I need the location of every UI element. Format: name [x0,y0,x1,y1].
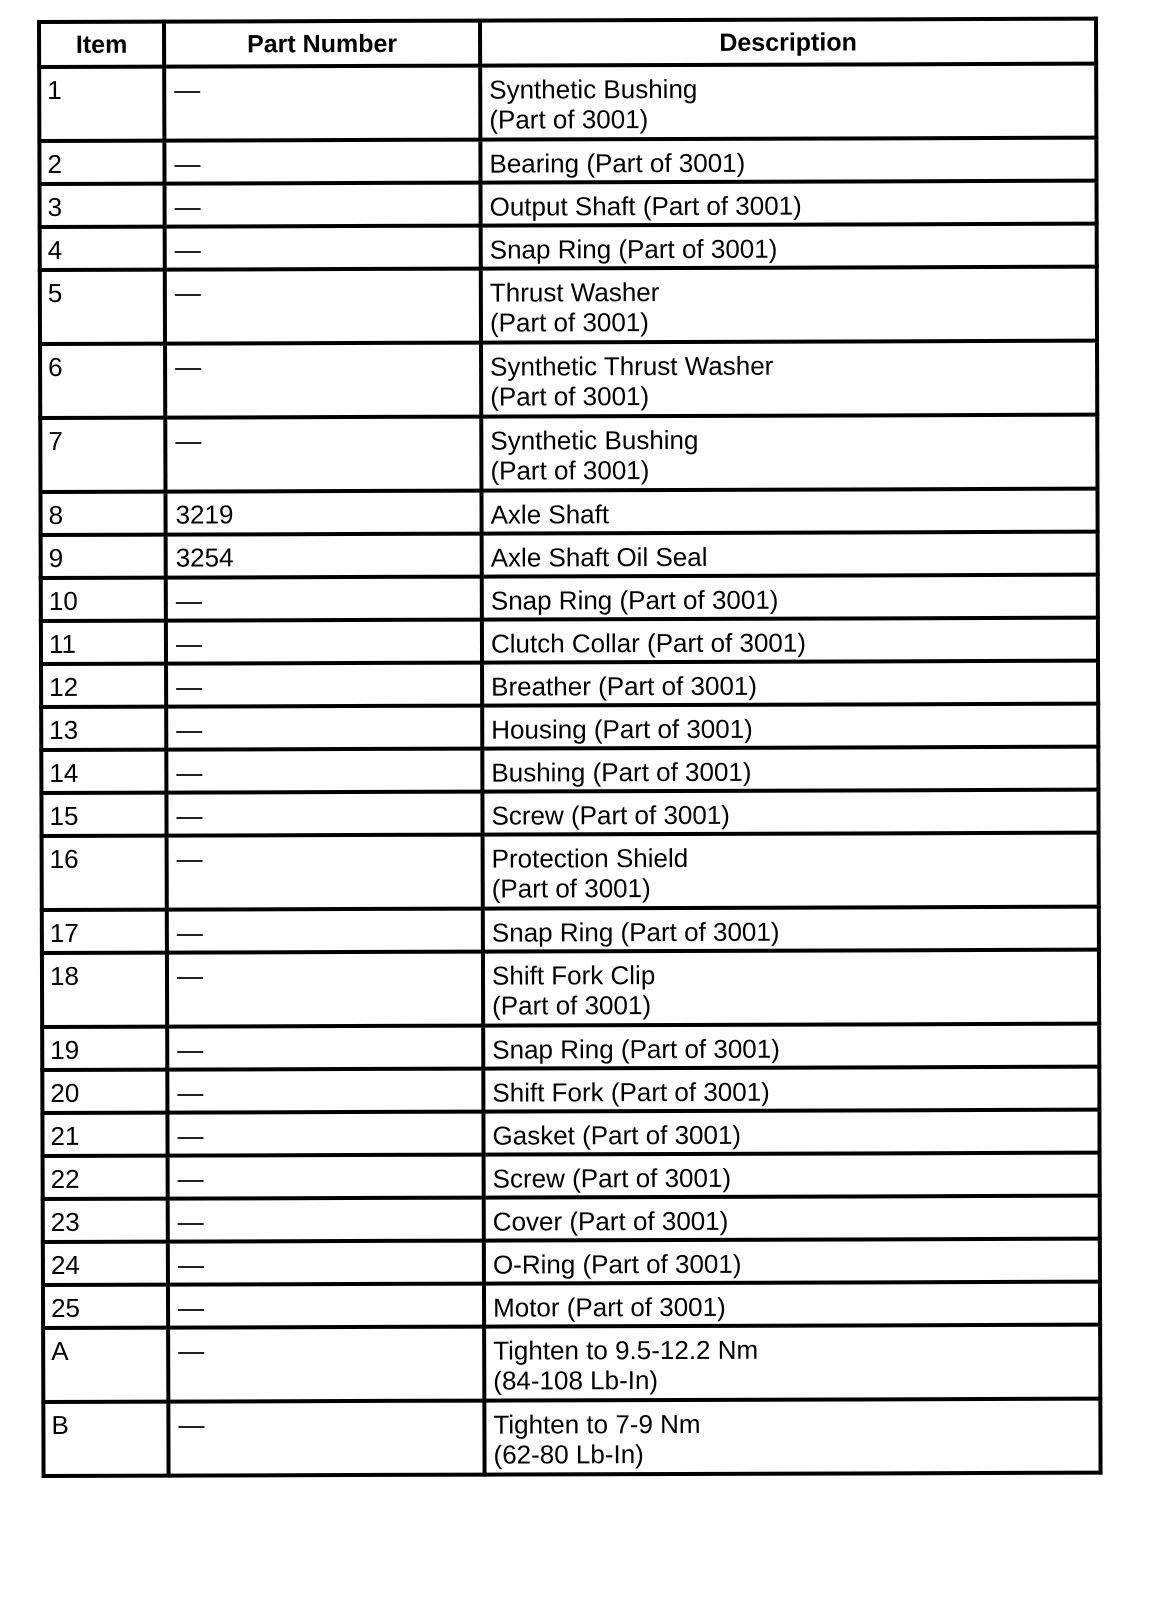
part-number-cell: — [165,226,481,270]
part-number-cell: — [167,909,483,953]
description-cell [483,833,1099,909]
table-row [42,833,1099,910]
description-cell [481,224,1097,269]
description-cell [482,575,1098,620]
item-cell: 12 [41,664,166,707]
table-row [39,138,1096,184]
description-line: Motor (Part of 3001) [493,1291,726,1323]
description-line: O-Ring (Part of 3001) [492,1248,742,1280]
description-line: Synthetic Bushing [489,73,698,105]
description-line: (84-108 Lb-In) [493,1365,659,1396]
item-cell: 13 [41,707,166,750]
description-cell [483,1024,1099,1069]
description-line: Thrust Washer [489,277,660,308]
description-line: Output Shaft (Part of 3001) [489,190,802,222]
table-row [40,489,1097,535]
part-number-cell: — [165,269,481,344]
part-number-cell: 3219 [165,491,481,535]
description-cell [482,532,1098,577]
part-number-cell: — [165,417,481,492]
description-cell [482,618,1098,663]
item-cell: 2 [39,141,164,184]
description-cell [484,1282,1100,1327]
description-cell [484,1196,1100,1241]
description-line: Shift Fork (Part of 3001) [492,1076,770,1108]
part-number-cell: — [164,140,480,184]
table-row [43,1153,1100,1199]
item-cell: 17 [42,910,167,953]
item-cell: 7 [40,418,165,492]
table-row [41,661,1098,707]
item-cell: 1 [39,67,164,141]
part-number-cell: — [164,66,480,141]
description-line: Screw (Part of 3001) [492,1162,732,1194]
item-cell: 6 [40,344,165,418]
table-row [40,224,1097,270]
description-cell [483,907,1099,952]
item-cell: 11 [41,621,166,664]
item-cell: 3 [40,184,165,227]
table-row [40,267,1097,344]
description-line: Snap Ring (Part of 3001) [491,916,780,948]
item-column-header: Item [39,22,164,67]
description-cell [483,1110,1099,1155]
description-line: (Part of 3001) [490,455,650,486]
table-body [39,64,1100,1476]
table-row [42,950,1099,1027]
item-cell: 24 [43,1242,168,1285]
table-row [41,747,1098,793]
table-row [39,64,1096,141]
table-row [43,1325,1100,1402]
item-cell: 18 [42,953,167,1027]
description-line: Gasket (Part of 3001) [492,1119,742,1151]
part-number-cell: — [168,1155,484,1199]
item-cell: 22 [43,1156,168,1199]
item-cell: 21 [42,1113,167,1156]
table-row [40,341,1097,418]
table-row [41,790,1098,836]
description-line: Breather (Part of 3001) [491,670,758,702]
part-number-cell: — [167,952,483,1027]
item-cell: 5 [40,270,165,344]
part-number-cell: — [168,1198,484,1242]
table-row [40,415,1097,492]
part-number-cell: — [165,343,481,418]
part-number-cell: — [166,792,482,836]
description-line: Axle Shaft Oil Seal [490,541,708,573]
description-cell [484,1153,1100,1198]
item-cell: 16 [42,836,167,910]
description-line: (Part of 3001) [491,873,651,904]
table-row [43,1196,1100,1242]
description-line: Cover (Part of 3001) [492,1205,729,1237]
description-line: Tighten to 7-9 Nm [493,1408,701,1440]
description-cell [484,1325,1100,1401]
part-number-cell: — [167,1069,483,1113]
description-line: (62-80 Lb-In) [493,1439,644,1470]
item-cell: 10 [41,578,166,621]
description-line: Axle Shaft [490,499,610,530]
description-line: Snap Ring (Part of 3001) [489,233,778,265]
table-row [41,532,1098,578]
table-row [42,1067,1099,1113]
parts-table [37,17,1103,1478]
description-line: (Part of 3001) [489,104,649,135]
table-row [43,1239,1100,1285]
description-line: (Part of 3001) [490,381,650,412]
part-number-cell: — [166,706,482,750]
description-line: Snap Ring (Part of 3001) [492,1033,780,1065]
table-row [43,1399,1100,1476]
part-number-cell: — [168,1401,484,1476]
description-cell [482,704,1098,749]
item-cell: 14 [41,750,166,793]
description-cell [482,661,1098,706]
item-cell: 23 [43,1199,168,1242]
description-line: Clutch Collar (Part of 3001) [490,627,807,659]
description-cell [483,1067,1099,1112]
item-cell: 4 [40,227,165,270]
description-cell [482,747,1098,792]
description-cell [480,64,1096,140]
description-line: Tighten to 9.5-12.2 Nm [493,1334,759,1366]
description-line: Synthetic Thrust Washer [490,350,774,382]
description-line: Protection Shield [491,842,689,874]
description-cell [481,415,1097,491]
description-line: Housing (Part of 3001) [491,713,753,745]
description-line: Snap Ring (Part of 3001) [490,584,779,616]
description-cell [481,489,1097,534]
description-cell [481,341,1097,417]
part-number-column-header: Part Number [164,21,480,67]
table-row [43,1282,1100,1328]
table-row [42,907,1099,953]
item-cell: 19 [42,1027,167,1070]
table-row [41,575,1098,621]
part-number-cell: — [166,620,482,664]
part-number-cell: — [168,1284,484,1328]
description-line: Bushing (Part of 3001) [491,756,752,788]
part-number-cell: — [166,663,482,707]
description-line: (Part of 3001) [492,990,652,1021]
description-column-header: Description [480,19,1096,66]
part-number-cell: — [168,1241,484,1285]
table-row [42,1024,1099,1070]
item-cell: 8 [40,492,165,535]
item-cell: 25 [43,1285,168,1328]
description-cell [484,1239,1100,1284]
description-cell [483,950,1099,1026]
table-row [40,181,1097,227]
description-line: Bearing (Part of 3001) [489,147,746,179]
description-cell [480,138,1096,183]
item-cell: 15 [41,793,166,836]
item-cell: 20 [42,1070,167,1113]
part-number-cell: — [166,577,482,621]
description-cell [481,181,1097,226]
header-row [39,19,1096,67]
item-cell: A [43,1328,168,1402]
part-number-cell: — [167,1026,483,1070]
part-number-cell: — [167,835,483,910]
description-cell [482,790,1098,835]
part-number-cell: — [167,1112,483,1156]
table-row [41,618,1098,664]
table-row [42,1110,1099,1156]
item-cell: B [43,1402,168,1476]
description-line: Screw (Part of 3001) [491,799,730,831]
description-line: Synthetic Bushing [490,424,699,456]
part-number-cell: 3254 [166,534,482,578]
part-number-cell: — [168,1327,484,1402]
description-line: Shift Fork Clip [491,960,656,991]
item-cell: 9 [41,535,166,578]
description-cell [484,1399,1100,1475]
description-line: (Part of 3001) [489,307,649,338]
description-cell [481,267,1097,343]
part-number-cell: — [165,183,481,227]
part-number-cell: — [166,749,482,793]
table-row [41,704,1098,750]
